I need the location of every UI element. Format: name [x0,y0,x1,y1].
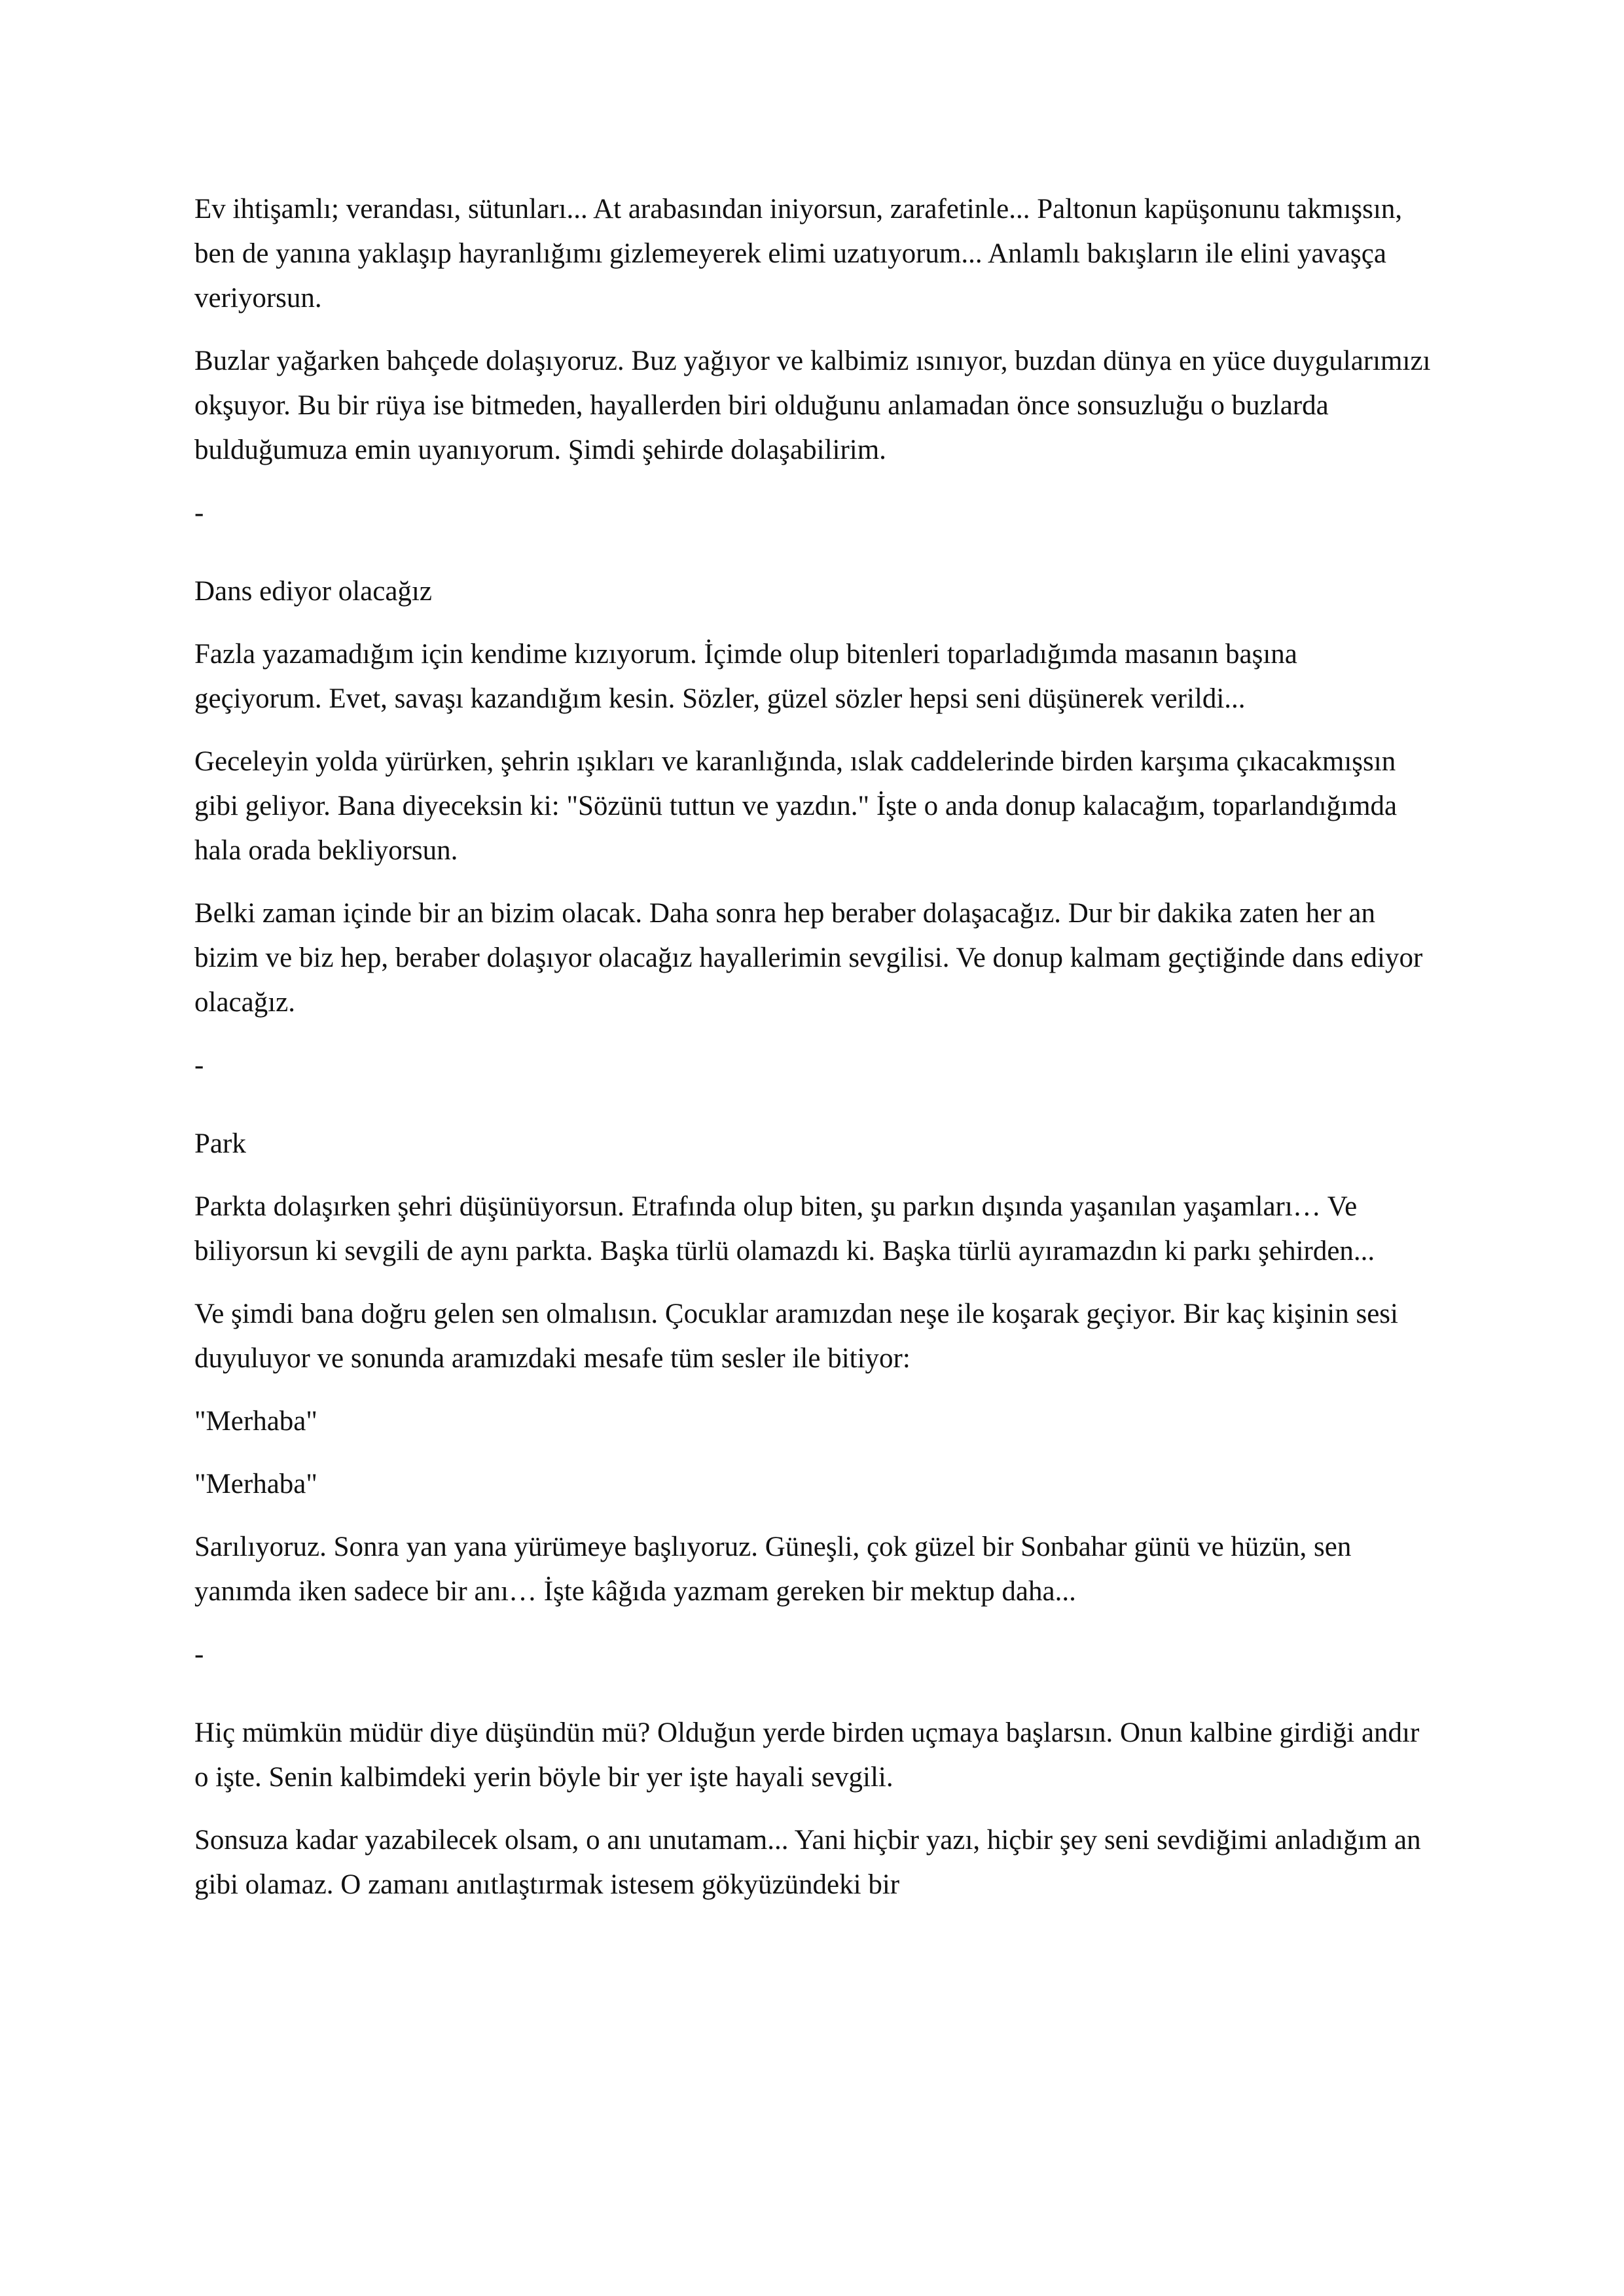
paragraph: Sonsuza kadar yazabilecek olsam, o anı unutamam... Yani hiçbir yazı, hiçbir şey seni sevdiğimi anladığım an gibi olamaz. O zamanı anıtlaştırmak istesem gökyüzündeki bir [194,1825,1421,1900]
paragraph: Hiç mümkün müdür diye düşündün mü? Olduğun yerde birden uçmaya başlarsın. Onun kalbine girdiği andır o işte. Senin kalbimdeki yerin böyle bir yer işte hayali sevgili. [194,1717,1420,1793]
dialogue-line: "Merhaba" [194,1469,317,1499]
section-separator: - [194,497,204,528]
section-heading: Park [194,1128,246,1159]
section-separator: - [194,1639,204,1670]
dialogue-line: "Merhaba" [194,1406,317,1437]
document-body [194,187,1432,1926]
section-separator: - [194,1050,204,1081]
paragraph: Ve şimdi bana doğru gelen sen olmalısın. Çocuklar aramızdan neşe ile koşarak geçiyor. Bir kaç kişinin sesi duyuluyor ve sonunda aramızdaki mesafe tüm sesler ile bitiyor: [194,1299,1398,1374]
paragraph: Parkta dolaşırken şehri düşünüyorsun. Etrafında olup biten, şu parkın dışında yaşanılan yaşamları… Ve biliyorsun ki sevgili de aynı parkta. Başka türlü olamazdı ki. Başka türlü ayıramazdın ki parkı şehirden... [194,1191,1375,1266]
section-heading: Dans ediyor olacağız [194,576,432,607]
paragraph: Buzlar yağarken bahçede dolaşıyoruz. Buz yağıyor ve kalbimiz ısınıyor, buzdan dünya en yüce duygularımızı okşuyor. Bu bir rüya ise bitmeden, hayallerden biri olduğunu anlamadan önce sonsuzluğu o buzlarda bulduğumuza emin uyanıyorum. Şimdi şehirde dolaşabilirim. [194,346,1431,465]
paragraph: Belki zaman içinde bir an bizim olacak. Daha sonra hep beraber dolaşacağız. Dur bir dakika zaten her an bizim ve biz hep, beraber dolaşıyor olacağız hayallerimin sevgilisi. Ve donup kalmam geçtiğinde dans ediyor olacağız. [194,898,1423,1018]
paragraph: Sarılıyoruz. Sonra yan yana yürümeye başlıyoruz. Güneşli, çok güzel bir Sonbahar günü ve hüzün, sen yanımda iken sadece bir anı… İşte kâğıda yazmam gereken bir mektup daha... [194,1532,1352,1607]
paragraph: Ev ihtişamlı; verandası, sütunları... At arabasından iniyorsun, zarafetinle... Paltonun kapüşonunu takmışsın, ben de yanına yaklaşıp hayranlığımı gizlemeyerek elimi uzatıyorum... Anlamlı bakışların ile elini yavaşça veriyorsun. [194,194,1403,314]
paragraph: Geceleyin yolda yürürken, şehrin ışıkları ve karanlığında, ıslak caddelerinde birden karşıma çıkacakmışsın gibi geliyor. Bana diyeceksin ki: "Sözünü tuttun ve yazdın." İşte o anda donup kalacağım, toparlandığımda hala orada bekliyorsun. [194,746,1398,866]
paragraph: Fazla yazamadığım için kendime kızıyorum. İçimde olup bitenleri toparladığımda masanın başına geçiyorum. Evet, savaşı kazandığım kesin. Sözler, güzel sözler hepsi seni düşünerek verildi... [194,639,1297,714]
